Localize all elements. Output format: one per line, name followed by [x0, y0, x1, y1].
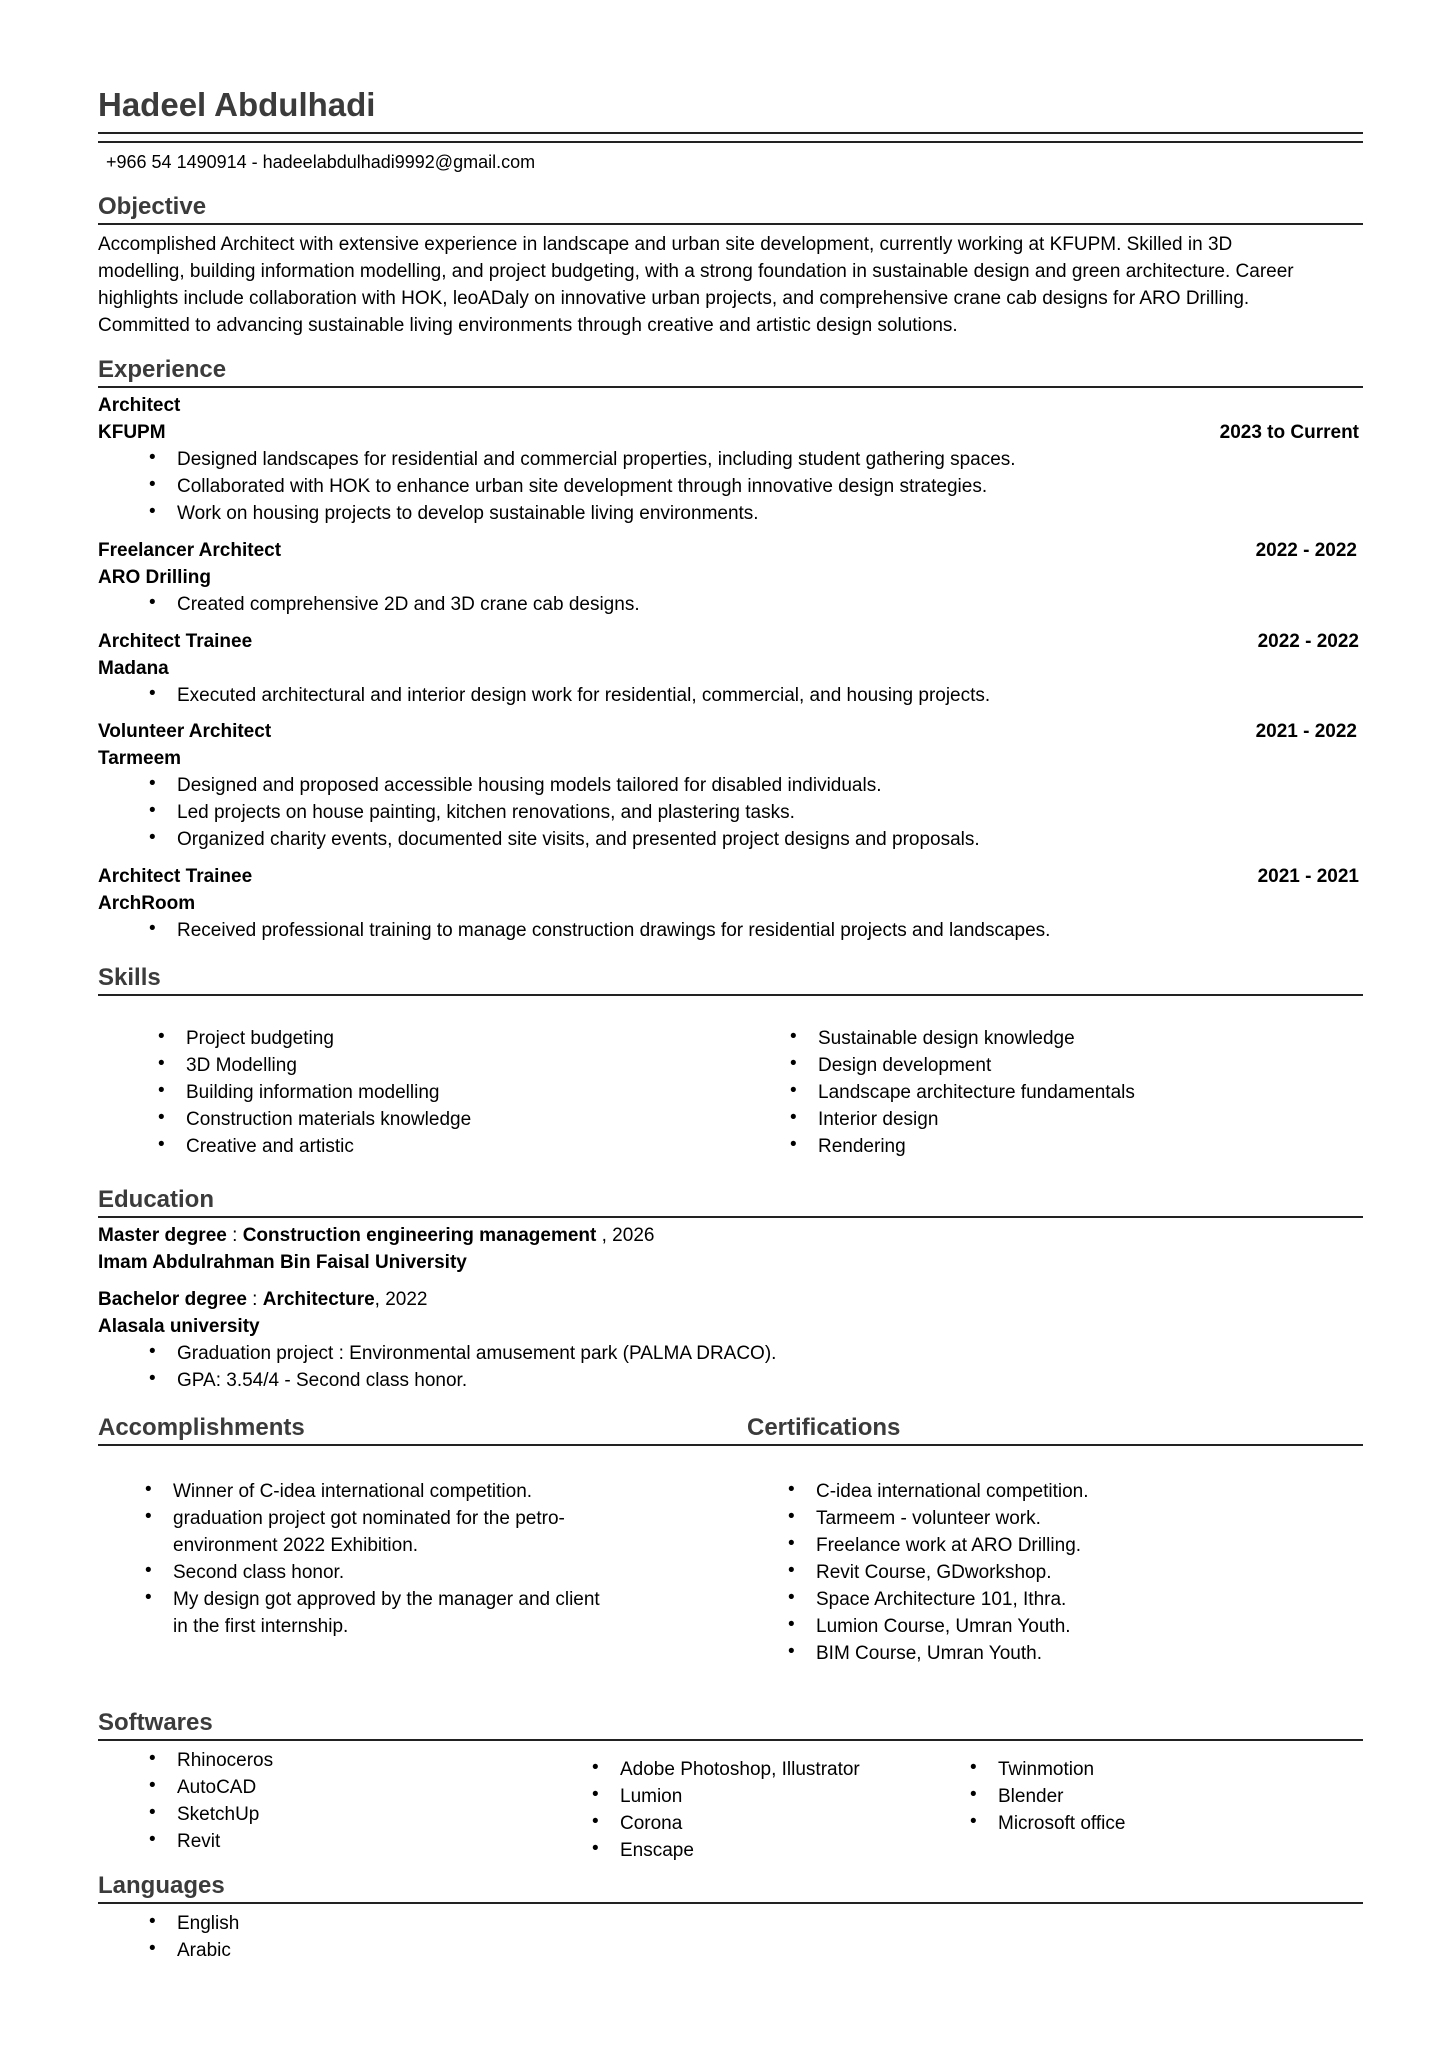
- skill-item: • Project budgeting: [186, 1028, 334, 1050]
- certification-item: • C-idea international competition.: [816, 1481, 1089, 1503]
- certification-item: • Lumion Course, Umran Youth.: [816, 1616, 1071, 1638]
- accomplishment-item: • My design got approved by the manager and client: [173, 1589, 600, 1611]
- software-item: • Rhinoceros: [177, 1750, 273, 1772]
- software-item: • Twinmotion: [998, 1759, 1094, 1781]
- degree-year: , 2022: [374, 1289, 428, 1310]
- skills-rule: [98, 994, 1363, 996]
- objective-rule: [98, 223, 1363, 225]
- accomplishments-rule: [98, 1444, 1363, 1446]
- software-item: • Enscape: [620, 1840, 694, 1862]
- experience-heading: Experience: [98, 356, 227, 383]
- skill-item: • Design development: [818, 1055, 991, 1077]
- job-dates: 2021 - 2021: [1257, 866, 1359, 887]
- software-item: • Lumion: [620, 1786, 682, 1808]
- language-item: • Arabic: [177, 1940, 231, 1962]
- education-degree-line: [98, 1225, 654, 1247]
- education-rule: [98, 1216, 1363, 1218]
- job-dates: 2022 - 2022: [1255, 540, 1357, 561]
- degree-field: Construction engineering management: [242, 1225, 597, 1246]
- education-heading: Education: [98, 1186, 215, 1213]
- job-role: Freelancer Architect: [98, 540, 282, 561]
- job-company: Tarmeem: [98, 748, 182, 769]
- job-role: Architect Trainee: [98, 631, 253, 652]
- degree-name: Bachelor degree: [98, 1289, 247, 1310]
- education-bullet: • GPA: 3.54/4 - Second class honor.: [177, 1370, 467, 1392]
- objective-line: Accomplished Architect with extensive experience in landscape and urban site development, currently working at KFUPM. Skilled in 3D: [98, 234, 1233, 255]
- job-dates: 2022 - 2022: [1257, 631, 1359, 652]
- degree-separator: :: [246, 1289, 263, 1310]
- software-item: • SketchUp: [177, 1804, 259, 1826]
- software-item: • AutoCAD: [177, 1777, 256, 1799]
- software-item: • Adobe Photoshop, Illustrator: [620, 1759, 860, 1781]
- software-item: • Blender: [998, 1786, 1064, 1808]
- job-role: Architect Trainee: [98, 866, 253, 887]
- job-role: Architect: [98, 395, 181, 416]
- accomplishment-continuation: environment 2022 Exhibition.: [173, 1535, 419, 1556]
- job-bullet: • Executed architectural and interior design work for residential, commercial, and housing projects.: [177, 685, 990, 707]
- degree-separator: :: [226, 1225, 243, 1246]
- skill-item: • Rendering: [818, 1136, 906, 1158]
- software-item: • Revit: [177, 1831, 220, 1853]
- language-item: • English: [177, 1913, 239, 1935]
- objective-heading: Objective: [98, 193, 207, 220]
- accomplishment-item: • graduation project got nominated for the petro-: [173, 1508, 565, 1530]
- job-dates: 2023 to Current: [1219, 422, 1359, 443]
- software-item: • Corona: [620, 1813, 682, 1835]
- objective-line: Committed to advancing sustainable living environments through creative and artistic design solutions.: [98, 315, 958, 336]
- header-rule-bottom: [98, 141, 1363, 143]
- education-school: Alasala university: [98, 1316, 260, 1337]
- skill-item: • Construction materials knowledge: [186, 1109, 471, 1131]
- experience-rule: [98, 386, 1363, 388]
- objective-line: modelling, building information modelling, and project budgeting, with a strong foundation in sustainable design and green architecture. Career: [98, 261, 1294, 282]
- softwares-heading: Softwares: [98, 1709, 213, 1736]
- accomplishment-continuation: in the first internship.: [173, 1616, 349, 1637]
- job-company: ArchRoom: [98, 893, 196, 914]
- job-bullet: • Led projects on house painting, kitchen renovations, and plastering tasks.: [177, 802, 795, 824]
- skill-item: • Interior design: [818, 1109, 938, 1131]
- job-role: Volunteer Architect: [98, 721, 272, 742]
- candidate-name: Hadeel Abdulhadi: [98, 86, 376, 123]
- accomplishment-item: • Second class honor.: [173, 1562, 344, 1584]
- skills-heading: Skills: [98, 964, 161, 991]
- skill-item: • Sustainable design knowledge: [818, 1028, 1075, 1050]
- software-item: • Microsoft office: [998, 1813, 1125, 1835]
- skill-item: • 3D Modelling: [186, 1055, 297, 1077]
- job-company: ARO Drilling: [98, 567, 211, 588]
- skill-item: • Creative and artistic: [186, 1136, 354, 1158]
- skill-item: • Landscape architecture fundamentals: [818, 1082, 1135, 1104]
- job-company: KFUPM: [98, 422, 166, 443]
- job-bullet: • Collaborated with HOK to enhance urban site development through innovative design strategies.: [177, 476, 987, 498]
- softwares-rule: [98, 1739, 1363, 1741]
- certifications-heading: Certifications: [747, 1414, 901, 1441]
- job-dates: 2021 - 2022: [1255, 721, 1357, 742]
- job-bullet: • Received professional training to manage construction drawings for residential projects and landscapes.: [177, 920, 1050, 942]
- education-bullet: • Graduation project : Environmental amusement park (PALMA DRACO).: [177, 1343, 776, 1365]
- languages-heading: Languages: [98, 1872, 225, 1899]
- certification-item: • Freelance work at ARO Drilling.: [816, 1535, 1081, 1557]
- accomplishments-heading: Accomplishments: [98, 1414, 305, 1441]
- education-degree-line: [98, 1289, 428, 1311]
- objective-text: [98, 231, 1368, 339]
- job-bullet: • Organized charity events, documented site visits, and presented project designs and proposals.: [177, 829, 980, 851]
- contact-line: +966 54 1490914 - hadeelabdulhadi9992@gmail.com: [106, 152, 536, 172]
- degree-field: Architecture: [262, 1289, 375, 1310]
- accomplishment-item: • Winner of C-idea international competition.: [173, 1481, 532, 1503]
- job-bullet: • Designed landscapes for residential and commercial properties, including student gathering spaces.: [177, 449, 1016, 471]
- certification-item: • Space Architecture 101, Ithra.: [816, 1589, 1066, 1611]
- certification-item: • Revit Course, GDworkshop.: [816, 1562, 1051, 1584]
- job-company: Madana: [98, 658, 169, 679]
- degree-year: , 2026: [596, 1225, 655, 1246]
- certification-item: • Tarmeem - volunteer work.: [816, 1508, 1041, 1530]
- certification-item: • BIM Course, Umran Youth.: [816, 1643, 1042, 1665]
- header-rule-top: [98, 132, 1363, 134]
- objective-line: highlights include collaboration with HOK, leoADaly on innovative urban projects, and comprehensive crane cab designs for ARO Drilling.: [98, 288, 1250, 309]
- job-bullet: • Designed and proposed accessible housing models tailored for disabled individuals.: [177, 775, 882, 797]
- skill-item: • Building information modelling: [186, 1082, 439, 1104]
- job-bullet: • Work on housing projects to develop sustainable living environments.: [177, 503, 759, 525]
- job-bullet: • Created comprehensive 2D and 3D crane cab designs.: [177, 594, 640, 616]
- education-school: Imam Abdulrahman Bin Faisal University: [98, 1252, 467, 1273]
- degree-name: Master degree: [98, 1225, 227, 1246]
- languages-rule: [98, 1902, 1363, 1904]
